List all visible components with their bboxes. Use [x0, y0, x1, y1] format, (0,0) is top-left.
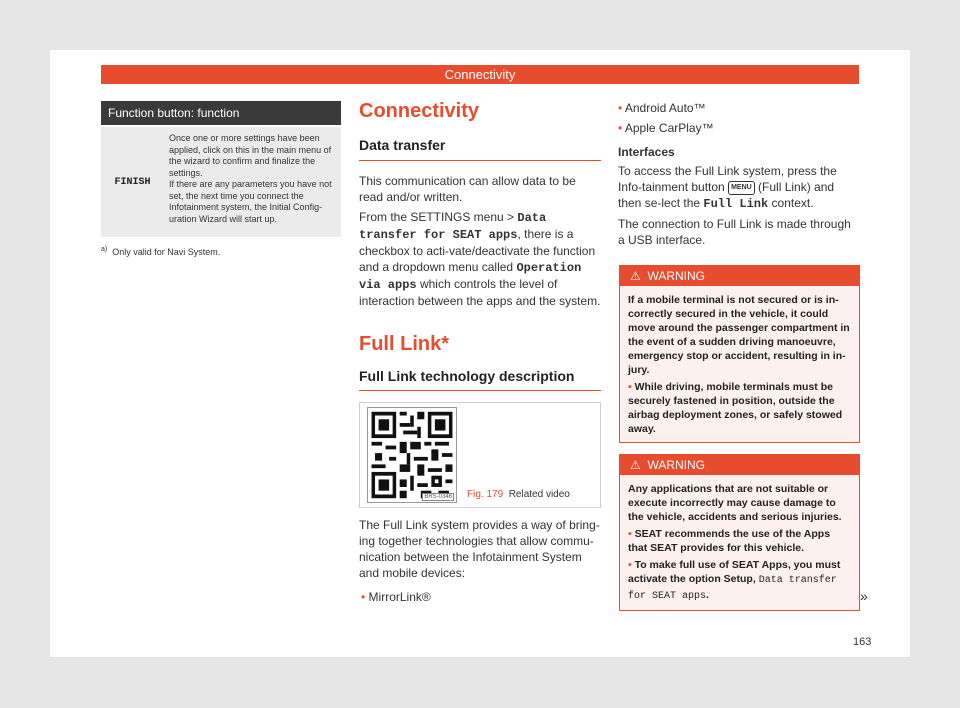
warning-icon: ⚠: [630, 458, 641, 472]
continue-mark: »: [860, 588, 868, 604]
function-description: Once one or more settings have been applied, click on this in the main menu of the wizard to confirm and finalize the settings. If there are any parameters you have not set, the next time you connect the Infotainment system, the Initial Config-uration Wizard will start up.: [169, 133, 332, 224]
warning-icon: ⚠: [630, 269, 641, 283]
footnote: $^{a)}$ Only valid for Navi System.: [101, 246, 221, 257]
middle-column: [359, 100, 601, 391]
figure-box: [359, 402, 601, 508]
table-header: Function button: function: [101, 101, 341, 125]
warning-body: If a mobile terminal is not secured or is in-correctly secured in the vehicle, it could move around the passenger compartment in the event of a sudden driving manoeuvre, emergency stop or accident, resulting in in-jury. • While driving, mobile terminals must be securely fastened in position, outside the airbag deployment zones, or safely stowed away.: [620, 286, 859, 442]
warning-header: ⚠ WARNING: [620, 266, 859, 286]
list-item: • Apple CarPlay™: [618, 120, 860, 136]
qr-code-image[interactable]: [367, 407, 457, 503]
section-header: Connectivity: [101, 65, 859, 84]
subheading: Interfaces: [618, 145, 675, 159]
list-item: • MirrorLink®: [359, 589, 601, 605]
figure-tag: BRS-0346: [424, 494, 452, 500]
qr-code-icon: [368, 408, 456, 502]
subsection-title: Full Link technology description: [359, 368, 575, 384]
menu-button-icon: MENU: [728, 181, 755, 195]
warning-box: [619, 454, 860, 611]
title-rule: [359, 160, 601, 161]
function-key: FINISH: [114, 176, 151, 188]
warning-header: ⚠ WARNING: [620, 455, 859, 475]
warning-body: Any applications that are not suitable or execute incorrectly may cause damage to the vehicle, accidents and serious injuries. • SEAT recommends the use of the Apps that SEAT provides for this vehicle. • To make full use of SEAT Apps, you must activate the option Setup, Data transfer for SEAT apps.: [620, 475, 859, 610]
list-item: • Android Auto™: [618, 100, 860, 116]
table-row: [101, 125, 341, 237]
page-number: 163: [853, 636, 872, 648]
figure-caption: Fig. 179 Related video: [467, 489, 570, 500]
right-column: [618, 100, 860, 248]
paragraph: From the SETTINGS menu > Data transfer for SEAT apps, there is a checkbox to acti-vate/deactivate the function and a dropdown menu called Operation via apps which controls the level of interaction between the apps and the system.: [359, 210, 601, 308]
paragraph: The Full Link system provides a way of bring-ing together technologies that allow commu-nication between the Infotainment System and mobile devices:: [359, 518, 600, 580]
paragraph: This communication can allow data to be read and/or written.: [359, 174, 576, 204]
subsection-title: Data transfer: [359, 137, 446, 153]
section-title: Full Link*: [359, 333, 449, 355]
middle-column-bottom: [359, 517, 601, 605]
warning-box: [619, 265, 860, 443]
title-rule: [359, 390, 601, 391]
section-title: Connectivity: [359, 100, 480, 122]
paragraph: To access the Full Link system, press the Info-tainment button MENU (Full Link) and then se-lect the Full Link context.: [618, 164, 837, 211]
paragraph: The connection to Full Link is made through a USB interface.: [618, 217, 851, 247]
